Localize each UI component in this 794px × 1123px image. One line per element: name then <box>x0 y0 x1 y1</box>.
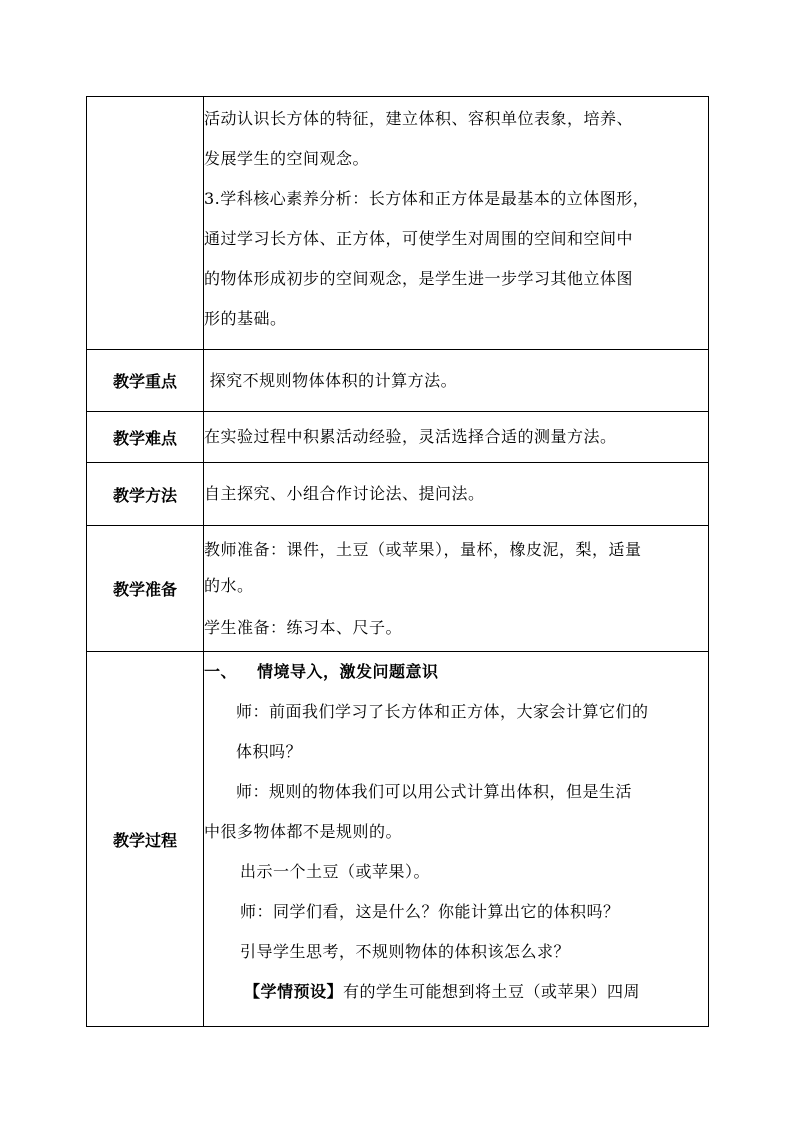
intro-line: 通过学习长方体、正方体，可使学生对周围的空间和空间中 <box>204 229 634 248</box>
process-line: 引导学生思考，不规则物体的体积该怎么求？ <box>240 942 571 961</box>
key-point-content <box>204 350 709 412</box>
intro-line: 的物体形成初步的空间观念，是学生进一步学习其他立体图 <box>204 269 634 288</box>
process-line: 中很多物体都不是规则的。 <box>204 822 403 841</box>
lesson-plan-table <box>86 96 709 1027</box>
intro-label-cell <box>87 97 204 350</box>
process-preset-line <box>204 972 708 1012</box>
process-line: 师：同学们看，这是什么？你能计算出它的体积吗？ <box>240 902 620 921</box>
preset-label: 【学情预设】 <box>244 982 344 1001</box>
difficulty-text: 在实验过程中积累活动经验，灵活选择合适的测量方法。 <box>204 427 617 446</box>
difficulty-label: 教学难点 <box>87 412 204 463</box>
preparation-student-line: 学生准备：练习本、尺子。 <box>204 617 403 637</box>
preset-text: 有的学生可能想到将土豆（或苹果）四周 <box>343 982 641 1001</box>
method-text: 自主探究、小组合作讨论法、提问法。 <box>204 484 485 503</box>
process-content <box>204 652 709 1027</box>
row-preparation <box>87 526 709 652</box>
process-section-heading <box>204 652 708 692</box>
process-label: 教学过程 <box>87 652 204 1027</box>
row-method <box>87 463 709 526</box>
difficulty-content <box>204 412 709 463</box>
intro-line: 发展学生的空间观念。 <box>204 149 370 168</box>
intro-line: 形的基础。 <box>204 309 287 328</box>
row-key-point <box>87 350 709 412</box>
preparation-label: 教学准备 <box>87 526 204 652</box>
row-difficulty <box>87 412 709 463</box>
key-point-text: 探究不规则物体体积的计算方法。 <box>204 370 458 390</box>
key-point-label: 教学重点 <box>87 350 204 412</box>
preparation-teacher-line1: 教师准备：课件，土豆（或苹果），量杯，橡皮泥，梨，适量 <box>204 539 642 559</box>
method-label: 教学方法 <box>87 463 204 526</box>
intro-line: 活动认识长方体的特征，建立体积、容积单位表象，培养、 <box>204 109 634 128</box>
section-number: 一、 <box>204 662 238 681</box>
row-intro <box>87 97 709 350</box>
process-line: 出示一个土豆（或苹果）。 <box>240 862 431 881</box>
process-line: 体积吗？ <box>236 742 303 761</box>
process-line: 师：前面我们学习了长方体和正方体，大家会计算它们的 <box>236 702 649 721</box>
preparation-teacher-line2: 的水。 <box>204 575 254 595</box>
method-content <box>204 463 709 526</box>
intro-content-cell <box>204 97 709 350</box>
process-line: 师：规则的物体我们可以用公式计算出体积，但是生活 <box>236 782 633 801</box>
row-process <box>87 652 709 1027</box>
intro-line: 3.学科核心素养分析：长方体和正方体是最基本的立体图形， <box>204 189 650 208</box>
preparation-content <box>204 526 709 652</box>
section-title: 情境导入，激发问题意识 <box>257 662 439 681</box>
